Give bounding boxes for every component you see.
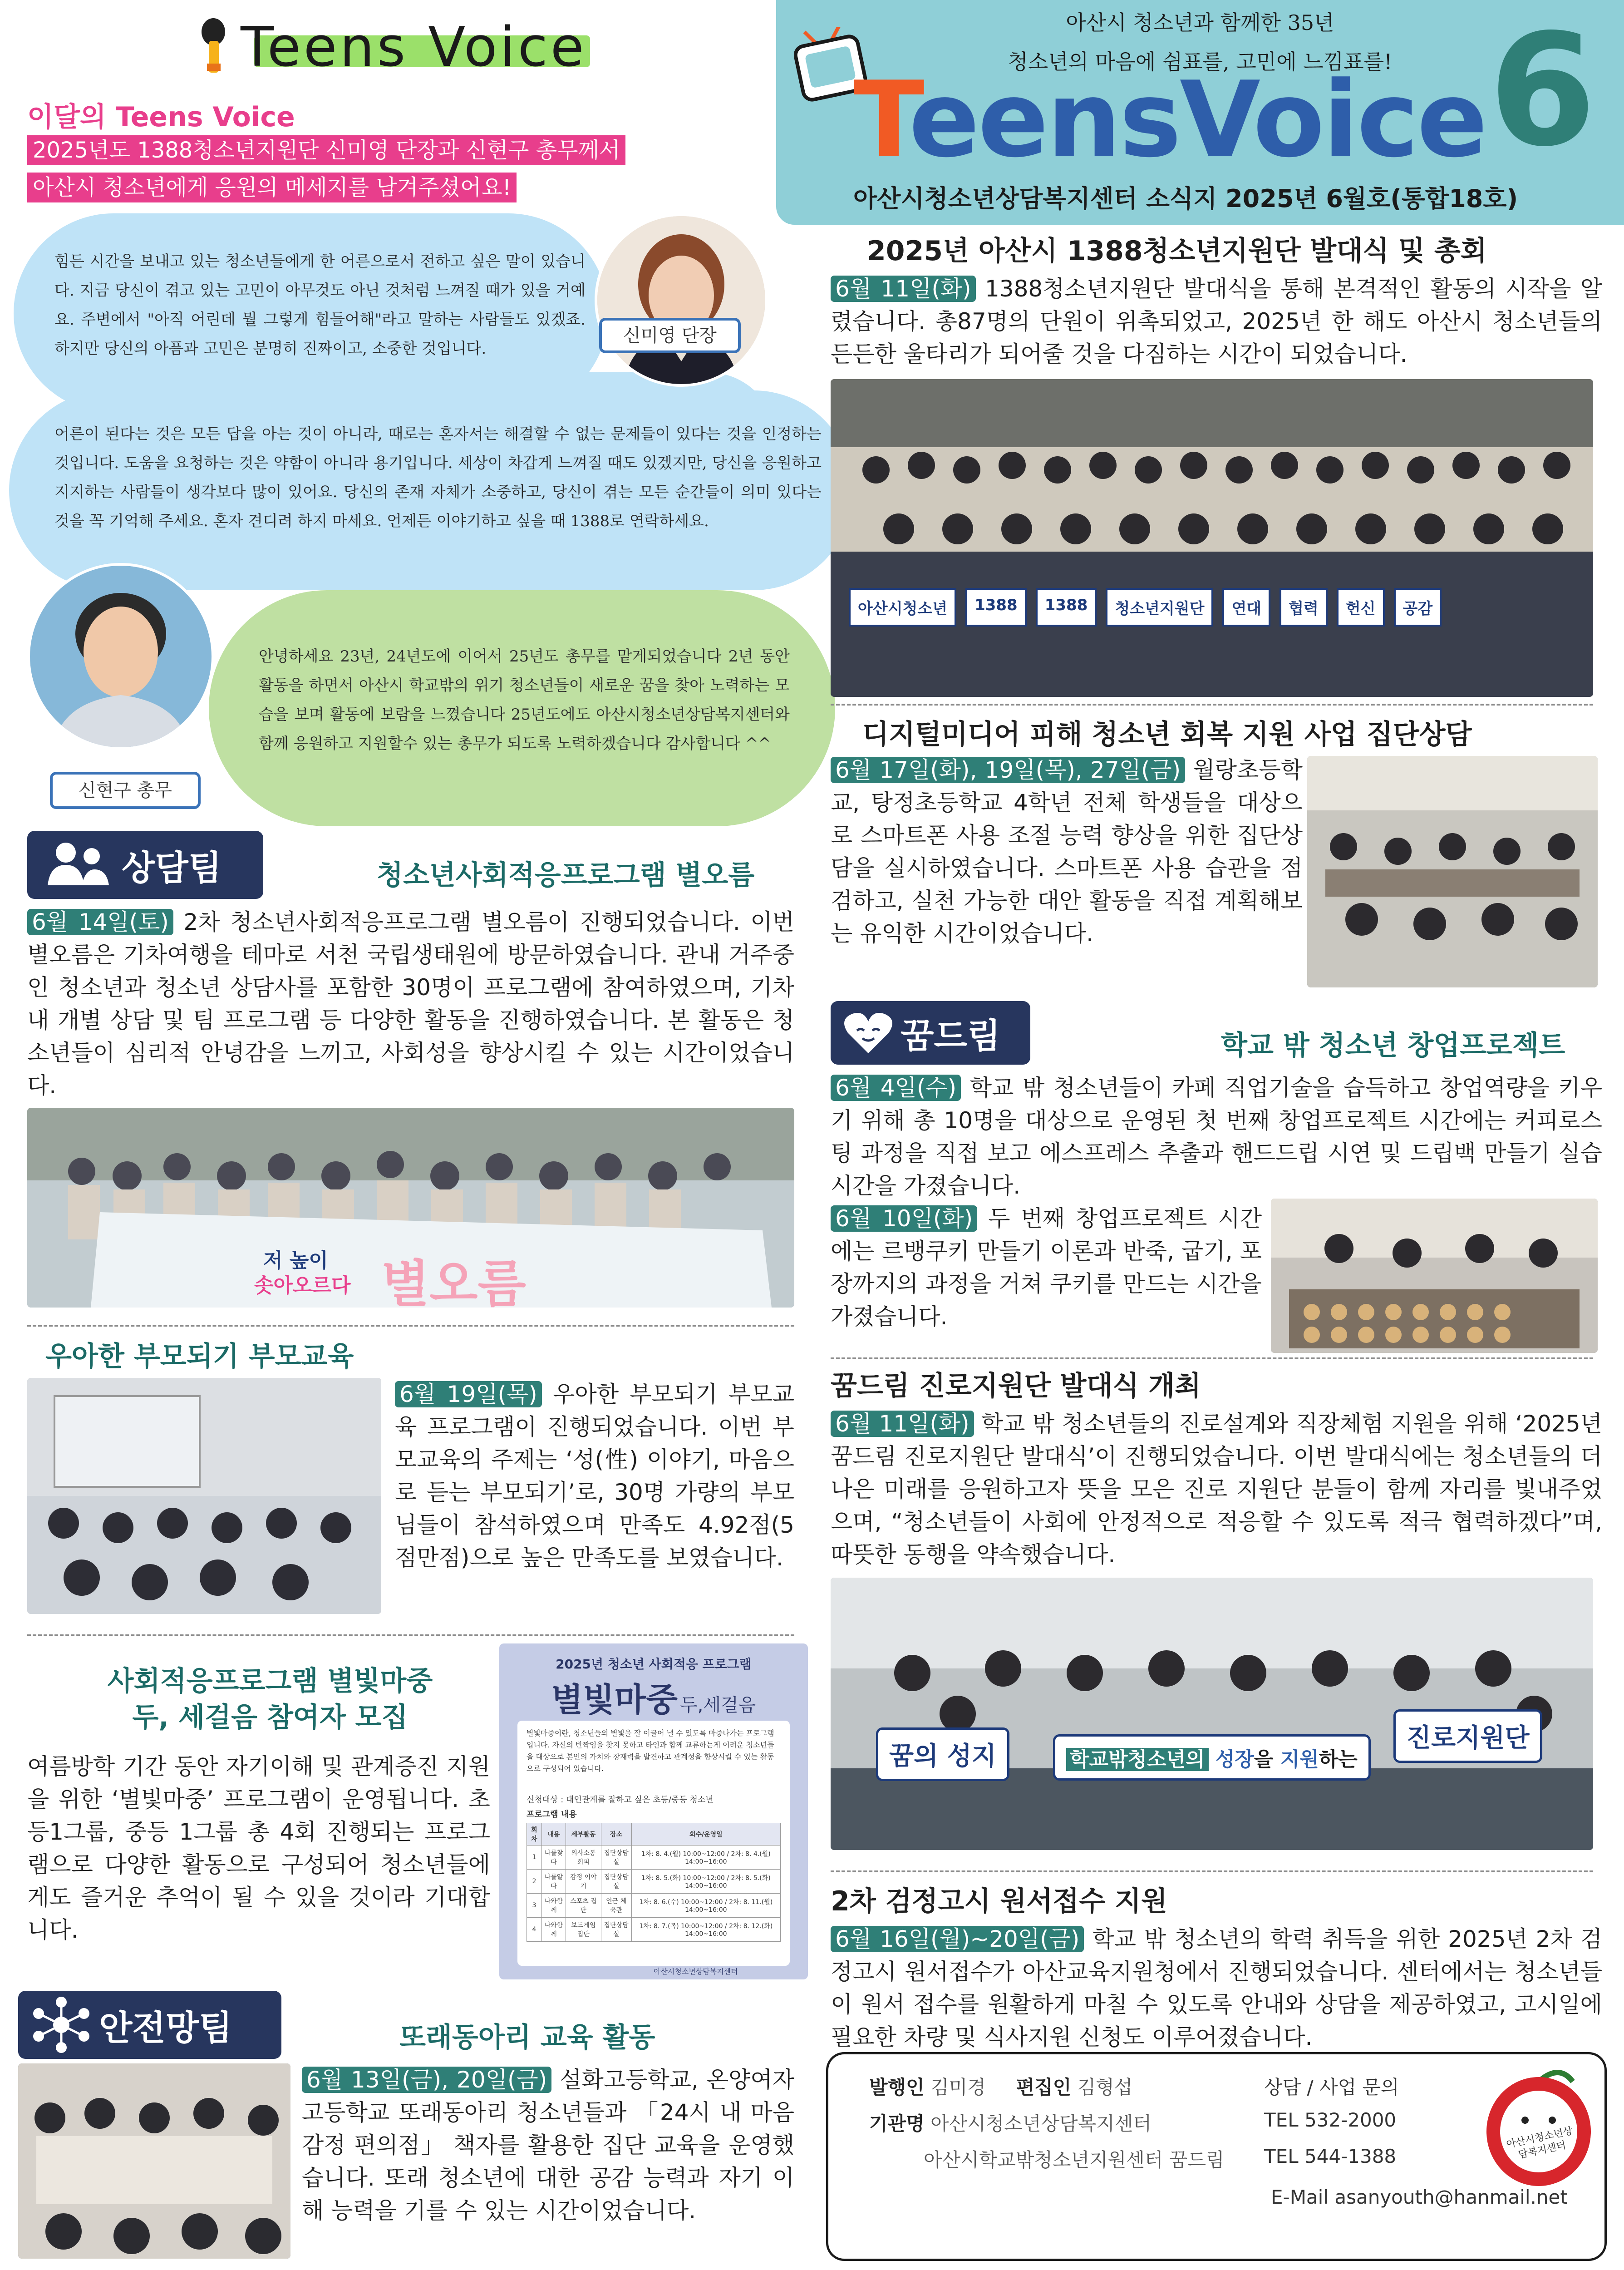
message-2: 어른이 된다는 것은 모든 답을 아는 것이 아니라, 때로는 혼자서는 해결할 수 없는 문제들이 있다는 것을 인정하는 것입니다. 도움을 요청하는 것은 약함이 아니라 용기입니다. 세상이 차갑게 느껴질 때도 있겠지만, 당신을 응원하고 지지하는 사람들이 생각보다 많이 있어요. 당신의 존재 자체가 소중하고, 당신이 겪는 모든 순간들이 의미 있다는 것을 꼭 기억해 주세요. 혼자 견디려 하지 마세요. 언제든 이야기하고 싶을 때 1388로 연락하세요. <box>54 425 822 530</box>
career-sign-2: 학교밖청소년의 성장을 지원하는 <box>1053 1734 1371 1781</box>
poster-title: 별빛마중 두,세걸음 <box>551 1680 756 1719</box>
poster-table-header: 회수/운영일 <box>631 1823 780 1846</box>
masthead-tagline-2: 청소년의 마음에 쉼표를, 고민에 느낌표를! <box>1008 49 1393 74</box>
poster-table-cell: 1차: 8. 7.(목) 10:00~12:00 / 2차: 8. 12.(화) 14:00~16:00 <box>631 1918 780 1942</box>
banner-text-2: 솟아오르다 <box>254 1274 351 1297</box>
dream-team-label: 꿈드림 <box>901 1015 1001 1056</box>
heart-face-icon <box>843 1010 893 1056</box>
peer-club-date: 6월 13일(금), 20일(금) <box>302 2067 551 2093</box>
message-3: 안녕하세요 23년, 24년도에 이어서 25년도 총무를 맡게되었습니다 2년 동안 활동을 하면서 아산시 학교밖의 위기 청소년들이 새로운 꿈을 찾아 노력하는 모습을 보며 활동에 보람을 느꼈습니다 25년도에도 아산시청소년상담복지센터와 함께 응원하고 지원할수 있는 총무가 되도록 노력하겠습니다 감사합니다 ^^ <box>259 647 790 753</box>
byeoloreum-body: 6월 14일(토) 2차 청소년사회적응프로그램 별오름이 진행되었습니다. 이번 별오름은 기차여행을 테마로 서천 국립생태원에 방문하였습니다. 관내 거주중인 청소년과 청소년 상담사를 포함한 30명이 프로그램에 참여하였으며, 기차 내 개별 상담 및 팀 프로그램 등 다양한 활동을 진행하였습니다. 본 활동은 청소년들이 심리적 안녕감을 느끼고, 사회성을 향상시킬 수 있는 시간이었습니다. <box>27 909 794 1099</box>
poster-table-cell: 2 <box>527 1870 542 1894</box>
divider <box>831 704 1593 706</box>
mascot <box>1482 2063 1595 2191</box>
portrait-shin-hyungu <box>27 563 214 750</box>
byeoloreum-title: 청소년사회적응프로그램 별오름 <box>377 859 755 891</box>
byeoloreum-date: 6월 14일(토) <box>27 909 173 935</box>
poster-table-cell: 3 <box>527 1894 542 1918</box>
name-tag-2: 신현구 총무 <box>50 772 201 809</box>
counseling-team-badge <box>27 831 263 899</box>
peer-club-body: 6월 13일(금), 20일(금) 설화고등학교, 온양여자고등학교 또래동아리 청소년들과 「24시 내 마음 감정 편의점」 책자를 활용한 집단 교육을 운영했습니다. 또래 청소년에 대한 공감 능력과 자기 이해 능력을 기를 수 있는 시간이었습니다. <box>302 2067 795 2224</box>
startup-body-2: 6월 10일(화) 두 번째 창업프로젝트 시간에는 르뱅쿠키 만들기 이론과 반죽, 굽기, 포장까지의 과정을 거쳐 쿠키를 만드는 시간을 가졌습니다. <box>831 1205 1262 1330</box>
safety-team-badge <box>18 1991 281 2059</box>
footer-tel-2: TEL 544-1388 <box>1264 2145 1397 2167</box>
exam-date: 6월 16일(월)~20일(금) <box>831 1926 1084 1952</box>
career-date: 6월 11일(화) <box>831 1411 974 1437</box>
recruit-poster <box>499 1643 808 1979</box>
footer-box <box>826 2052 1607 2261</box>
peer-club-title: 또래동아리 교육 활동 <box>399 2022 655 2053</box>
parenting-date: 6월 19일(목) <box>395 1381 542 1407</box>
poster-content-label: 프로그램 내용 <box>527 1810 577 1819</box>
poster-table-header: 내용 <box>541 1823 566 1846</box>
footer-publisher: 발행인 김미경 편집인 김형섭 <box>869 2076 1133 2098</box>
poster-table-cell: 1차: 8. 5.(화) 10:00~12:00 / 2차: 8. 5.(화) 14:00~16:00 <box>631 1870 780 1894</box>
safety-team-label: 안전망팀 <box>99 2007 232 2048</box>
footer-org: 기관명 아산시청소년상담복지센터 <box>869 2112 1152 2135</box>
startup-photo <box>1271 1199 1598 1353</box>
exam-title: 2차 검정고시 원서접수 지원 <box>831 1885 1167 1917</box>
poster-table-cell: 나를알다 <box>541 1870 566 1894</box>
byeoloreum-photo <box>27 1108 794 1308</box>
support-group-body: 6월 11일(화) 1388청소년지원단 발대식을 통해 본격적인 활동의 시작을 알렸습니다. 총87명의 단원이 위촉되었고, 2025년 한 해도 아산시 청소년들의 든든한 울타리가 되어줄 것을 다짐하는 시간이 되었습니다. <box>831 276 1602 367</box>
poster-table-row <box>527 1894 781 1918</box>
poster-table <box>527 1823 781 1942</box>
issue-number: 6 <box>1489 1 1596 181</box>
startup-date-2: 6월 10일(화) <box>831 1205 977 1232</box>
support-group-title: 2025년 아산시 1388청소년지원단 발대식 및 총회 <box>867 235 1487 267</box>
poster-table-cell: 나와함께 <box>541 1894 566 1918</box>
startup-body-1: 6월 4일(수) 학교 밖 청소년들이 카페 직업기술을 습득하고 창업역량을 키우기 위해 총 10명을 대상으로 운영된 첫 번째 창업프로젝트 시간에는 커피로스팅 과정을 직접 보고 에스프레스 추출과 핸드드립 시연 및 드립백 만들기 실습시간을 가졌습니다. <box>831 1075 1602 1199</box>
dream-team-badge <box>831 1001 1030 1065</box>
peer-club-photo <box>18 2063 290 2259</box>
startup-title: 학교 밖 청소년 창업프로젝트 <box>1221 1030 1565 1061</box>
poster-table-cell: 집단상담실 <box>601 1846 631 1870</box>
poster-table-cell: 집단상담실 <box>601 1918 631 1942</box>
name-tag-1: 신미영 단장 <box>599 318 741 353</box>
digital-body: 6월 17일(화), 19일(목), 27일(금) 월랑초등학교, 탕정초등학교 4학년 전체 학생들을 대상으로 스마트폰 사용 조절 능력 향상을 위한 집단상담을 실시하였습니다. 스마트폰 사용 습관을 점검하고, 실천 가능한 대안 활동을 직접 계획해보는 유익한 시간이었습니다. <box>831 757 1303 947</box>
recruit-title-2: 두, 세걸음 참여자 모집 <box>132 1702 408 1733</box>
banner-text-1: 저 높이 <box>263 1249 328 1272</box>
exam-body: 6월 16일(월)~20일(금) 학교 밖 청소년의 학력 취득을 위한 2025년 2차 검정고시 원서접수가 아산교육지원청에서 진행되었습니다. 센터에서는 청소년들이 원서 접수를 원활하게 마칠 수 있도록 안내와 상담을 제공하였고, 고시일에 필요한 차량 및 식사지원 신청도 이루어졌습니다. <box>831 1926 1603 2050</box>
poster-table-cell: 집단상담실 <box>601 1870 631 1894</box>
poster-table-cell: 보드게임 집단 <box>566 1918 601 1942</box>
support-group-date: 6월 11일(화) <box>831 276 976 302</box>
parenting-title: 우아한 부모되기 부모교육 <box>45 1341 354 1372</box>
left-logo <box>191 14 599 82</box>
poster-table-cell: 인근 체육관 <box>601 1894 631 1918</box>
poster-top: 2025년 청소년 사회적응 프로그램 <box>556 1657 752 1672</box>
masthead-title: TeensVoice <box>853 59 1486 181</box>
digital-date: 6월 17일(화), 19일(목), 27일(금) <box>831 757 1185 783</box>
divider <box>831 1870 1593 1872</box>
divider <box>831 1357 1593 1359</box>
portrait-icon <box>30 566 212 747</box>
mascot-text: 아산시청소년상담복지센터 <box>1505 2125 1574 2161</box>
digital-title: 디지털미디어 피해 청소년 회복 지원 사업 집단상담 <box>862 719 1472 750</box>
portrait-shin-miyoung <box>595 213 768 387</box>
banner-text-3: 별오름 <box>381 1254 526 1308</box>
parenting-body: 6월 19일(목) 우아한 부모되기 부모교육 프로그램이 진행되었습니다. 이번 부모교육의 주제는 ‘성(性) 이야기, 마음으로 듣는 부모되기’로, 30명 가량의 부모님들이 참석하였으며 만족도 4.92점(5점만점)으로 높은 만족도를 보였습니다. <box>395 1381 794 1571</box>
poster-table-cell: 1차: 8. 4.(월) 10:00~12:00 / 2차: 8. 4.(월) 14:00~16:00 <box>631 1846 780 1870</box>
masthead <box>776 0 1624 225</box>
message-1: 힘든 시간을 보내고 있는 청소년들에게 한 어른으로서 전하고 싶은 말이 있습니다. 지금 당신이 겪고 있는 고민이 아무것도 아닌 것처럼 느껴질 때가 있을 거예요. 주변에서 "아직 어린데 뭘 그렇게 힘들어해"라고 말하는 사람들도 있겠죠. 하지만 당신의 아픔과 고민은 분명히 진짜이고, 소중한 것입니다. <box>54 252 586 358</box>
career-sign-3: 진로지원단 <box>1393 1709 1542 1763</box>
poster-table-cell: 스포츠 집단 <box>566 1894 601 1918</box>
support-group-photo <box>831 379 1593 697</box>
microphone-icon <box>191 14 245 82</box>
voice-headline-2: 아산시 청소년에게 응원의 메세지를 남겨주셨어요! <box>27 173 517 202</box>
masthead-tagline-1: 아산시 청소년과 함께한 35년 <box>1066 10 1334 35</box>
poster-footer: 아산시청소년상담복지센터 <box>654 1967 738 1976</box>
apple-mascot-icon <box>1482 2063 1595 2191</box>
footer-email: E-Mail asanyouth@hanmail.net <box>1271 2186 1568 2208</box>
portrait-icon <box>597 216 765 384</box>
poster-table-cell: 감정 이야기 <box>566 1870 601 1894</box>
poster-table-row <box>527 1918 781 1942</box>
recruit-title-1: 사회적응프로그램 별빛마중 <box>107 1665 433 1697</box>
footer-contact-label: 상담 / 사업 문의 <box>1264 2076 1399 2098</box>
parenting-photo <box>27 1378 381 1614</box>
footer-tel-1: TEL 532-2000 <box>1264 2109 1397 2131</box>
poster-table-cell: 의사소통 회피 <box>566 1846 601 1870</box>
support-signs: 아산시청소년 1388 1388 청소년지원단 연대 협력 헌신 공감 <box>849 588 1575 627</box>
career-sign-1: 꿈의 성지 <box>876 1727 1009 1781</box>
poster-intro: 별빛마중이란, 청소년들의 별빛을 잘 이끌어 낼 수 있도록 마중나가는 프로그램입니다. 자신의 반짝임을 찾지 못하고 타인과 함께 교류하는게 어려운 청소년들을 대상으로 본인의 가치와 장재력을 발견하고 관계성을 향상시킬 수 있는 활동으로 구성되어 있습니다. <box>527 1729 774 1773</box>
voice-label: 이달의 Teens Voice <box>27 101 295 133</box>
poster-table-header: 회차 <box>527 1823 542 1846</box>
poster-table-cell: 나를찾다 <box>541 1846 566 1870</box>
poster-table-header: 장소 <box>601 1823 631 1846</box>
voice-headline-1: 2025년도 1388청소년지원단 신미영 단장과 신현구 총무께서 <box>27 135 625 165</box>
career-photo <box>831 1578 1593 1850</box>
poster-table-row <box>527 1846 781 1870</box>
masthead-subtitle: 아산시청소년상담복지센터 소식지 2025년 6월호(통합18호) <box>853 184 1518 213</box>
poster-table-cell: 1 <box>527 1846 542 1870</box>
poster-table-cell: 1차: 8. 6.(수) 10:00~12:00 / 2차: 8. 11.(월) 14:00~16:00 <box>631 1894 780 1918</box>
divider <box>27 1634 794 1636</box>
left-logo-text: Teens Voice <box>241 16 587 79</box>
network-icon <box>32 1995 91 2054</box>
poster-table-header: 세부활동 <box>566 1823 601 1846</box>
counseling-team-label: 상담팀 <box>122 847 222 888</box>
divider <box>27 1325 794 1327</box>
poster-table-cell: 4 <box>527 1918 542 1942</box>
startup-date-1: 6월 4일(수) <box>831 1075 961 1101</box>
footer-org-2: 아산시학교밖청소년지원센터 꿈드림 <box>924 2149 1225 2171</box>
recruit-body: 여름방학 기간 동안 자기이해 및 관계증진 지원을 위한 ‘별빛마중’ 프로그램이 운영됩니다. 초등1그룹, 중등 1그룹 총 4회 진행되는 프로그램으로 다양한 활동으로 구성되어 청소년들에게도 즐거운 추억이 될 수 있을 것이라 기대합니다. <box>27 1753 490 1943</box>
poster-table-cell: 나와함께 <box>541 1918 566 1942</box>
poster-target: 신청대상 : 대인관계를 잘하고 싶은 초등/중등 청소년 <box>527 1795 714 1805</box>
digital-photo <box>1307 756 1598 987</box>
career-body: 6월 11일(화) 학교 밖 청소년들의 진로설계와 직장체험 지원을 위해 ‘2025년 꿈드림 진로지원단 발대식’이 진행되었습니다. 이번 발대식에는 청소년들의 더 나은 미래를 응원하고자 뜻을 모은 진로 지원단 분들이 함께 자리를 빛내주었으며, “청소년들이 사회에 안정적으로 적응할 수 있도록 적극 협력하겠다”며, 따뜻한 동행을 약속했습니다. <box>831 1411 1602 1568</box>
people-icon <box>41 840 113 890</box>
career-title: 꿈드림 진로지원단 발대식 개최 <box>831 1370 1201 1402</box>
poster-table-row <box>527 1870 781 1894</box>
